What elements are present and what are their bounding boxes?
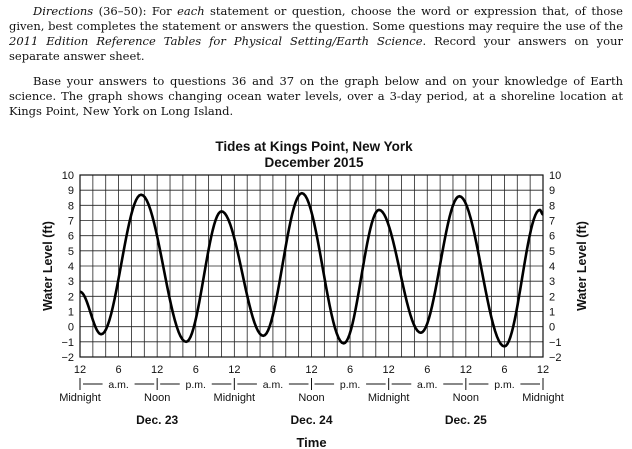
y-tick-label-right: 8 xyxy=(549,200,556,213)
x-hour-label: 6 xyxy=(115,364,122,376)
x-hour-label: 12 xyxy=(536,364,550,376)
x-hour-label: 12 xyxy=(151,364,164,376)
y-tick-label-right: 9 xyxy=(549,185,556,198)
day-label: Dec. 23 xyxy=(136,413,179,427)
directions-text-2: statement or question, choose the word or expression that, of those given, best completes the statement or answers the question. Some questions may require the use of the xyxy=(9,4,623,33)
x-hour-label: 6 xyxy=(192,364,199,376)
directions-paragraph xyxy=(9,4,623,64)
noon-label: Noon xyxy=(452,392,479,404)
y-tick-label-left: 1 xyxy=(67,306,74,319)
y-tick-label-left: −1 xyxy=(61,336,74,349)
ampm-label: p.m. xyxy=(339,379,361,391)
x-hour-label: 6 xyxy=(424,364,431,376)
chart-subtitle: December 2015 xyxy=(264,155,364,170)
y-tick-label-right: 6 xyxy=(549,230,556,243)
y-tick-label-right: 4 xyxy=(549,261,556,273)
y-tick-label-right: 1 xyxy=(549,306,556,319)
midnight-label: Midnight xyxy=(213,392,256,404)
midnight-label: Midnight xyxy=(367,392,410,404)
y-tick-label-left: 9 xyxy=(67,185,74,198)
y-tick-label-right: 3 xyxy=(549,276,556,289)
x-hour-label: 6 xyxy=(501,364,508,376)
ampm-label: a.m. xyxy=(108,379,129,391)
x-hour-label: 12 xyxy=(228,364,241,376)
y-tick-label-left: 2 xyxy=(67,291,74,304)
x-hour-label: 12 xyxy=(73,364,87,376)
x-hour-label: 6 xyxy=(347,364,354,376)
y-tick-label-right: 2 xyxy=(549,291,556,304)
midnight-label: Midnight xyxy=(59,392,101,404)
reference-tables-title: 2011 Edition Reference Tables for Physical Setting/Earth Science xyxy=(9,34,423,48)
directions-range: (36–50): xyxy=(98,4,147,18)
y-tick-label-right: 5 xyxy=(549,245,556,258)
y-tick-label-right: −2 xyxy=(549,352,562,364)
y-tick-label-left: 3 xyxy=(67,276,74,289)
y-tick-label-right: −1 xyxy=(549,336,562,349)
day-label: Dec. 25 xyxy=(444,413,487,427)
directions-text-1: For xyxy=(146,4,178,18)
ampm-label: p.m. xyxy=(494,379,515,391)
y-axis-label-left: Water Level (ft) xyxy=(41,221,55,311)
noon-label: Noon xyxy=(144,392,171,404)
y-tick-label-right: 7 xyxy=(549,215,556,228)
directions-emphasis-each: each xyxy=(177,4,205,18)
chart-title: Tides at Kings Point, New York xyxy=(215,139,413,154)
y-axis-label-right: Water Level (ft) xyxy=(575,221,589,311)
day-label: Dec. 24 xyxy=(290,413,333,427)
x-hour-label: 6 xyxy=(269,364,276,376)
ampm-label: a.m. xyxy=(262,379,284,391)
y-tick-label-left: 4 xyxy=(67,261,74,273)
noon-label: Noon xyxy=(298,392,325,404)
tide-chart xyxy=(0,130,632,449)
directions-text-3: . Record your answers on your separate answer sheet. xyxy=(9,34,623,63)
x-hour-label: 12 xyxy=(305,364,318,376)
x-axis-label: Time xyxy=(296,435,327,449)
y-tick-label-left: 0 xyxy=(67,321,74,334)
y-tick-label-left: −2 xyxy=(61,352,74,364)
ampm-label: a.m. xyxy=(417,379,438,391)
midnight-label: Midnight xyxy=(522,392,564,404)
y-tick-label-left: 7 xyxy=(67,215,74,228)
y-tick-label-left: 10 xyxy=(61,170,74,182)
y-tick-label-left: 5 xyxy=(67,245,74,258)
x-hour-label: 12 xyxy=(459,364,472,376)
y-tick-label-right: 10 xyxy=(549,170,562,182)
y-tick-label-right: 0 xyxy=(549,321,556,334)
y-tick-label-left: 6 xyxy=(67,230,74,243)
x-hour-label: 12 xyxy=(382,364,395,376)
intro-paragraph: Base your answers to questions 36 and 37 on the graph below and on your knowledge of Earth science. The graph shows changing ocean water levels, over a 3-day period, at a shoreline location at Kings Point, New York on Long Island. xyxy=(9,74,623,118)
directions-label: Directions xyxy=(33,4,94,18)
y-tick-label-left: 8 xyxy=(67,200,74,213)
ampm-label: p.m. xyxy=(185,379,206,391)
